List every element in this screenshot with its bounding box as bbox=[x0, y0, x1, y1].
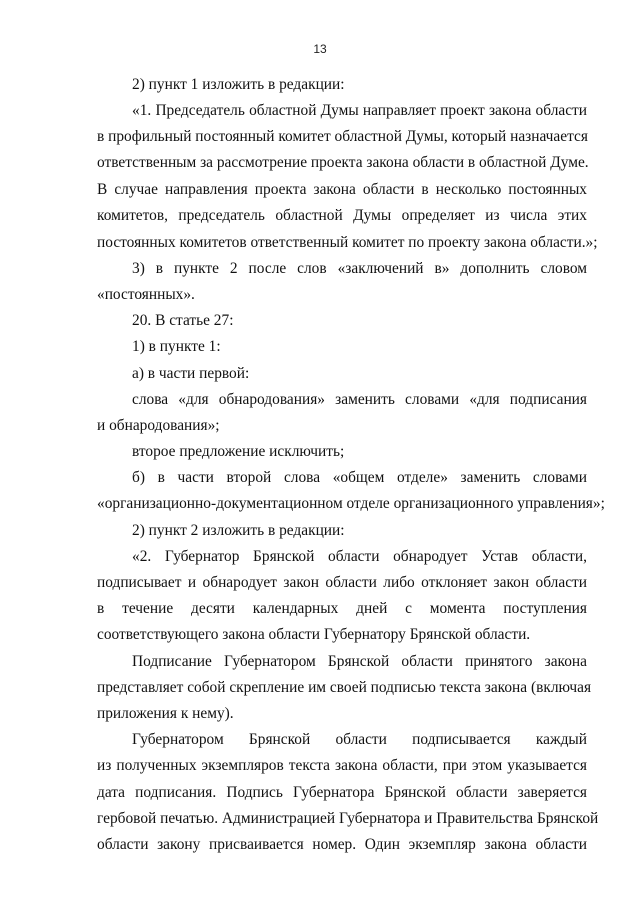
text-line: «1. Председатель областной Думы направляет проект закона области bbox=[132, 102, 587, 119]
text-line: б) в части второй слова «общем отделе» заменить словами bbox=[132, 469, 587, 486]
text-line: соответствующего закона области Губернатору Брянской области. bbox=[97, 626, 531, 643]
text-line: подписывает и обнародует закон области либо отклоняет закон области bbox=[97, 574, 587, 591]
text-line: 2) пункт 2 изложить в редакции: bbox=[132, 522, 345, 539]
text-line: комитетов, председатель областной Думы определяет из числа этих bbox=[97, 207, 587, 224]
text-line: Подписание Губернатором Брянской области принятого закона bbox=[132, 653, 587, 670]
text-line: постоянных комитетов ответственный комитет по проекту закона области.»; bbox=[97, 234, 598, 251]
text-line: гербовой печатью. Администрацией Губернатора и Правительства Брянской bbox=[97, 810, 599, 827]
text-line: 20. В статье 27: bbox=[132, 312, 234, 329]
text-line: ответственным за рассмотрение проекта закона области в областной Думе. bbox=[97, 154, 589, 171]
text-line: «2. Губернатор Брянской области обнародует Устав области, bbox=[132, 548, 587, 565]
text-line: «организационно-документационном отделе организационного управления»; bbox=[97, 495, 605, 512]
text-line: 1) в пункте 1: bbox=[132, 338, 221, 355]
text-line: а) в части первой: bbox=[132, 365, 250, 382]
text-line: приложения к нему). bbox=[97, 705, 234, 722]
text-line: слова «для обнародования» заменить словами «для подписания bbox=[132, 391, 587, 408]
text-line: В случае направления проекта закона области в несколько постоянных bbox=[97, 181, 587, 198]
text-line: области закону присваивается номер. Один экземпляр закона области bbox=[97, 836, 587, 853]
text-line: второе предложение исключить; bbox=[132, 443, 345, 460]
text-line: 3) в пункте 2 после слов «заключений в» дополнить словом bbox=[132, 260, 587, 277]
text-line: и обнародования»; bbox=[97, 417, 220, 434]
text-line: в течение десяти календарных дней с момента поступления bbox=[97, 600, 587, 617]
text-line: «постоянных». bbox=[97, 286, 195, 303]
text-line: представляет собой скрепление им своей подписью текста закона (включая bbox=[97, 679, 592, 696]
page-number: 13 bbox=[313, 42, 327, 56]
text-line: в профильный постоянный комитет областной Думы, который назначается bbox=[97, 128, 588, 145]
text-line: 2) пункт 1 изложить в редакции: bbox=[132, 76, 345, 93]
text-line: дата подписания. Подпись Губернатора Брянской области заверяется bbox=[97, 784, 587, 801]
text-line: из полученных экземпляров текста закона области, при этом указывается bbox=[97, 757, 587, 774]
text-line: Губернатором Брянской области подписывается каждый bbox=[132, 731, 587, 748]
